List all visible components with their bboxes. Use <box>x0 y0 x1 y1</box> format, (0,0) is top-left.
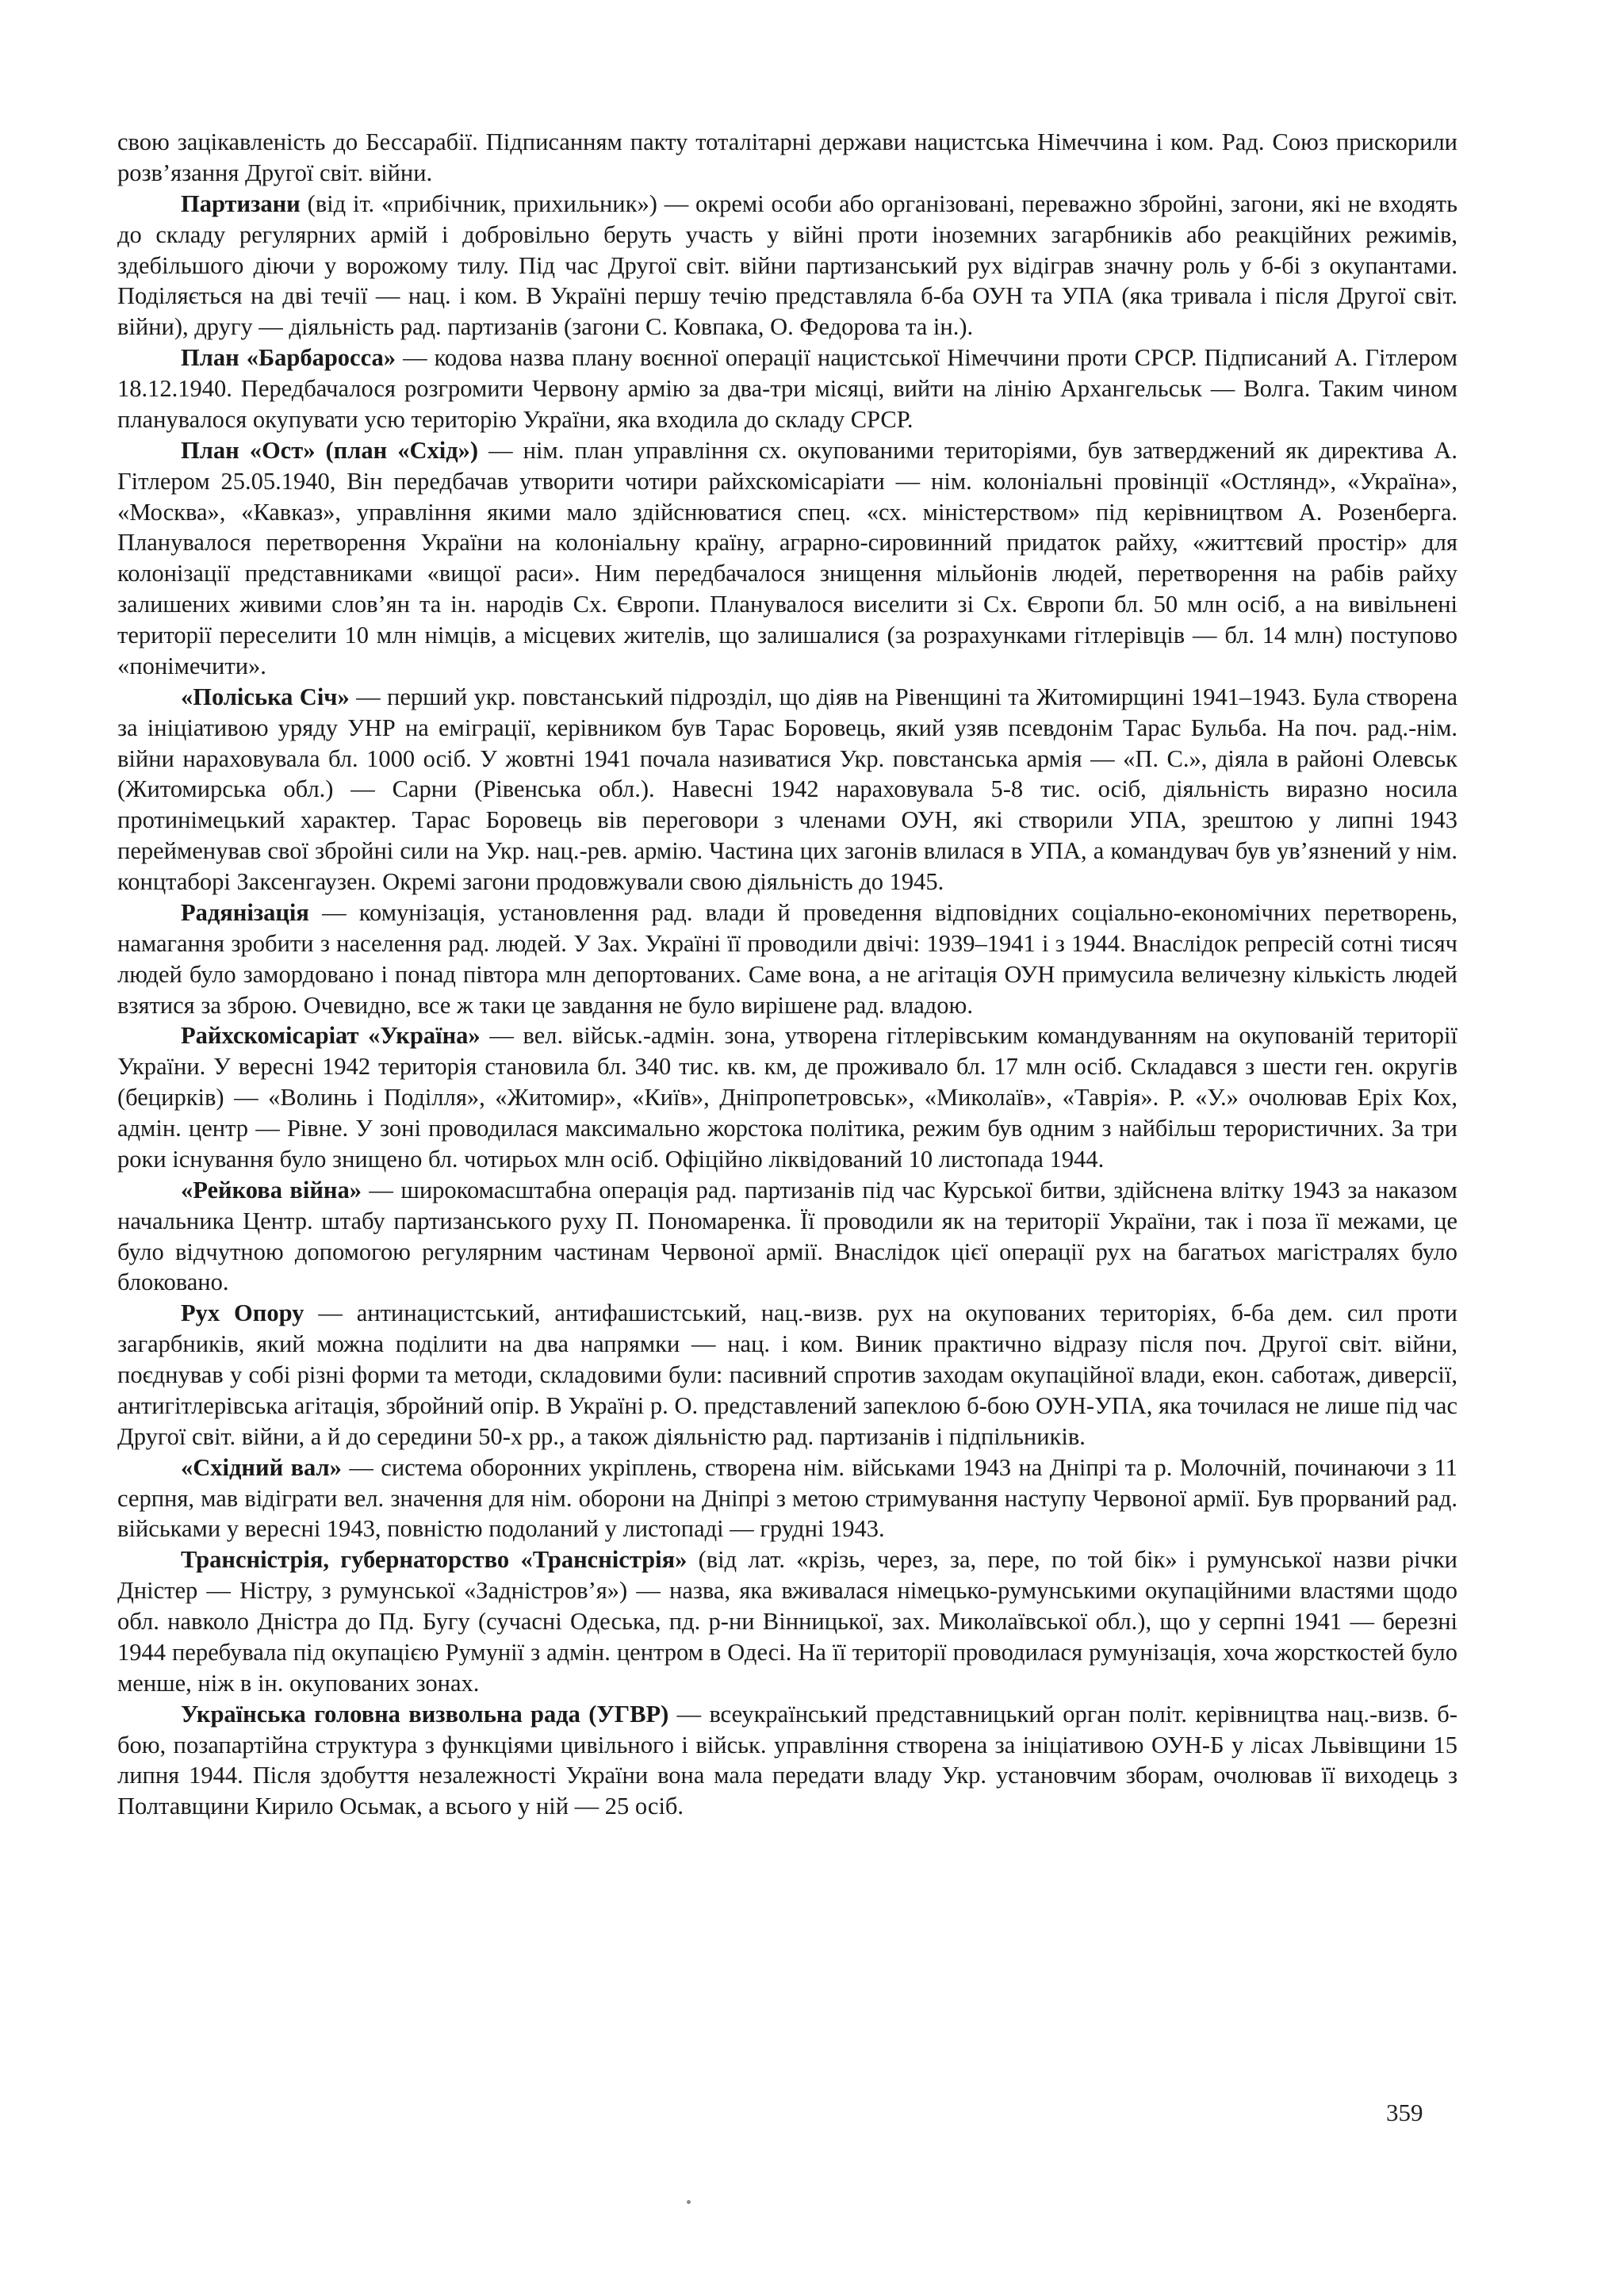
entry-definition: — всеукраїнський представницький орган політ. керівництва нац.-визв. б-бою, позапартійна структура з функціями цивільного і військ. управління створена за ініціативою ОУН-Б у лісах Львівщини 15 липня 1944. Після здобуття незалежності України вона мала передати владу Укр. установчим зборам, очолював її виходець з Полтавщини Кирило Осьмак, а всього у ній — 25 осіб. <box>117 1700 1457 1820</box>
entry-definition: — кодова назва плану воєнної операції нацистської Німеччини проти СРСР. Підписаний А. Гітлером 18.12.1940. Передбачалося розгромити Червону армію за два-три місяці, вийти на лінію Архангельськ — Волга. Таким чином планувалося окупувати усю територію України, яка входила до складу СРСР. <box>117 344 1457 433</box>
entry-term: Партизани <box>181 189 301 217</box>
entry-partisans <box>117 189 1457 342</box>
entry-definition: — система оборонних укріплень, створена нім. військами 1943 на Дніпрі та р. Молочній, починаючи з 11 серпня, мав відіграти вел. значення для нім. оборони на Дніпрі з метою стримування наступу Червоної армії. Був прорваний рад. військами у вересні 1943, повністю подоланий у листопаді — грудні 1943. <box>117 1453 1458 1543</box>
entry-definition: — комунізація, установлення рад. влади й проведення відповідних соціально-економічних перетворень, намагання зробити з населення рад. людей. У Зах. Україні її проводили двічі: 1939–1941 і з 1944. Внаслідок репресій сотні тисяч людей було замордовано і понад півтора млн депортованих. Саме вона, а не агітація ОУН примусила величезну кількість людей взятися за зброю. Очевидно, все ж таки це завдання не було вирішене рад. владою. <box>117 898 1457 1019</box>
page-body <box>117 127 1457 1822</box>
entry-definition: (від лат. «крізь, через, за, пере, по той бік» і румунської назви річки Дністер — Ністру, з румунської «Задністров’я») — назва, яка вживалася німецько-румунськими окупаційними властями щодо обл. навколо Дністра до Пд. Бугу (сучасні Одеська, пд. р-ни Вінницької, зах. Миколаївської обл.), що у серпні 1941 — березні 1944 перебувала під окупацією Румунії з адмін. центром в Одесі. На її території проводилася румунізація, хоча жорсткостей було менше, ніж в ін. окупованих зонах. <box>117 1546 1457 1697</box>
entry-definition: — широкомасштабна операція рад. партизанів під час Курської битви, здійснена влітку 1943 за наказом начальника Центр. штабу партизанського руху П. Пономаренка. Її проводили як на території України, так і поза її межами, це було відчутною допомогою регулярним частинам Червоної армії. Внаслідок цієї операції рух на багатьох магістралях було блоковано. <box>117 1176 1457 1296</box>
entry-term: Рух Опору <box>181 1299 304 1327</box>
entry-definition: — антинацистський, антифашистський, нац.-визв. рух на окупованих територіях, б-ба дем. сил проти загарбників, який можна поділити на два напрямки — нац. і ком. Виник практично відразу після поч. Другої світ. війни, поєднував у собі різні форми та методи, складовими були: пасивний спротив заходам окупаційної влади, екон. саботаж, диверсії, антигітлерівська агітація, збройний опір. В Україні р. О. представлений запеклою б-бою ОУН-УПА, яка точилася не лише під час Другої світ. війни, а й до середини 50-х рр., а також діяльністю рад. партизанів і підпільників. <box>117 1299 1457 1450</box>
entry-term: Трансністрія, губернаторство «Трансністрія» <box>181 1546 688 1574</box>
page-number: 359 <box>1386 2099 1423 2126</box>
entry-definition: — вел. військ.-адмін. зона, утворена гітлерівським командуванням на окупованій території України. У вересні 1942 територія становила бл. 340 тис. кв. км, де проживало бл. 17 млн осіб. Складався з шести ген. округів (бецирків) — «Волинь і Поділля», «Житомир», «Київ», Дніпропетровськ», «Миколаїв», «Таврія». Р. «У.» очолював Еріх Кох, адмін. центр — Рівне. У зоні проводилася максимально жорстока політика, режим був одним з найбільш терористичних. За три роки існування було знищено бл. чотирьох млн осіб. Офіційно ліквідований 10 листопада 1944. <box>117 1022 1457 1173</box>
entry-rukh-oporu <box>117 1298 1457 1452</box>
entry-ugvr <box>117 1699 1457 1823</box>
entry-transnistria <box>117 1544 1457 1698</box>
entry-term: Райхскомісаріат «Україна» <box>181 1022 481 1050</box>
entry-term: План «Ост» (план «Схід») <box>181 436 479 464</box>
entry-skhidnyi-val <box>117 1452 1457 1545</box>
entry-term: «Східний вал» <box>181 1453 342 1481</box>
entry-plan-barbarossa <box>117 342 1457 435</box>
entry-radianizatsiia <box>117 897 1457 1021</box>
entry-plan-ost <box>117 435 1457 682</box>
entry-definition: — перший укр. повстанський підрозділ, що діяв на Рівенщині та Житомирщині 1941–1943. Була створена за ініціативою уряду УНР на еміграції, керівником був Тарас Боровець, який узяв псевдонім Тарас Бульба. На поч. рад.-нім. війни нараховувала бл. 1000 осіб. У жовтні 1941 почала називатися Укр. повстанська армія — «П. С.», діяла в районі Олевськ (Житомирська обл.) — Сарни (Рівенська обл.). Навесні 1942 нараховувала 5-8 тис. осіб, діяльність виразно носила протинімецький характер. Тарас Боровець вів переговори з членами ОУН, які створили УПА, зрештою у липні 1943 перейменував свої збройні сили на Укр. нац.-рев. армію. Частина цих загонів влилася в УПА, а командувач був ув’язнений у нім. концтаборі Заксенгаузен. Окремі загони продовжували свою діяльність до 1945. <box>117 683 1457 895</box>
entry-term: План «Барбаросса» <box>181 344 396 372</box>
entry-term: Українська головна визвольна рада (УГВР) <box>181 1700 669 1728</box>
intro-text: свою зацікавленість до Бессарабії. Підписанням пакту тоталітарні держави нацистська Німеччина і ком. Рад. Союз прискорили розв’язання Другої світ. війни. <box>117 128 1457 186</box>
entry-poliska-sich <box>117 682 1457 897</box>
entry-term: Радянізація <box>181 898 309 926</box>
entry-definition: (від іт. «прибічник, прихильник») — окремі особи або організовані, переважно збройні, загони, які не входять до складу регулярних армій і добровільно беруть участь у війні проти іноземних загарбників або реакційних режимів, здебільшого діючи у ворожому тилу. Під час Другої світ. війни партизанський рух відіграв значну роль у б-бі з окупантами. Поділяється на дві течії — нац. і ком. В Україні першу течію представляла б-ба ОУН та УПА (яка тривала і після Другої світ. війни), другу — діяльність рад. партизанів (загони С. Ковпака, О. Федорова та ін.). <box>117 189 1457 341</box>
intro-paragraph <box>117 127 1457 189</box>
entry-reichskommissariat <box>117 1020 1457 1174</box>
scan-dot <box>687 2200 691 2204</box>
entry-term: «Поліська Січ» <box>181 683 350 710</box>
entry-definition: — нім. план управління сх. окупованими територіями, був затверджений як директива А. Гітлером 25.05.1940, Він передбачав утворити чотири райхскомісаріати — нім. колоніальні провінції «Остлянд», «Україна», «Москва», «Кавказ», управління якими мало здійснюватися спец. «сх. міністерством» під керівництвом А. Розенберга. Планувалося перетворення України на колоніальну країну, аграрно-сировинний придаток райху, «життєвий простір» для колонізації представниками «вищої раси». Ним передбачалося знищення мільйонів людей, перетворення на рабів райху залишених живими слов’ян та ін. народів Сх. Європи. Планувалося виселити зі Сх. Європи бл. 50 млн осіб, а на вивільнені території переселити 10 млн німців, а місцевих жителів, що залишалися (за розрахунками гітлерівців — бл. 14 млн) поступово «понімечити». <box>117 436 1457 679</box>
entry-term: «Рейкова війна» <box>181 1176 362 1203</box>
entry-reikova-viina <box>117 1175 1457 1299</box>
